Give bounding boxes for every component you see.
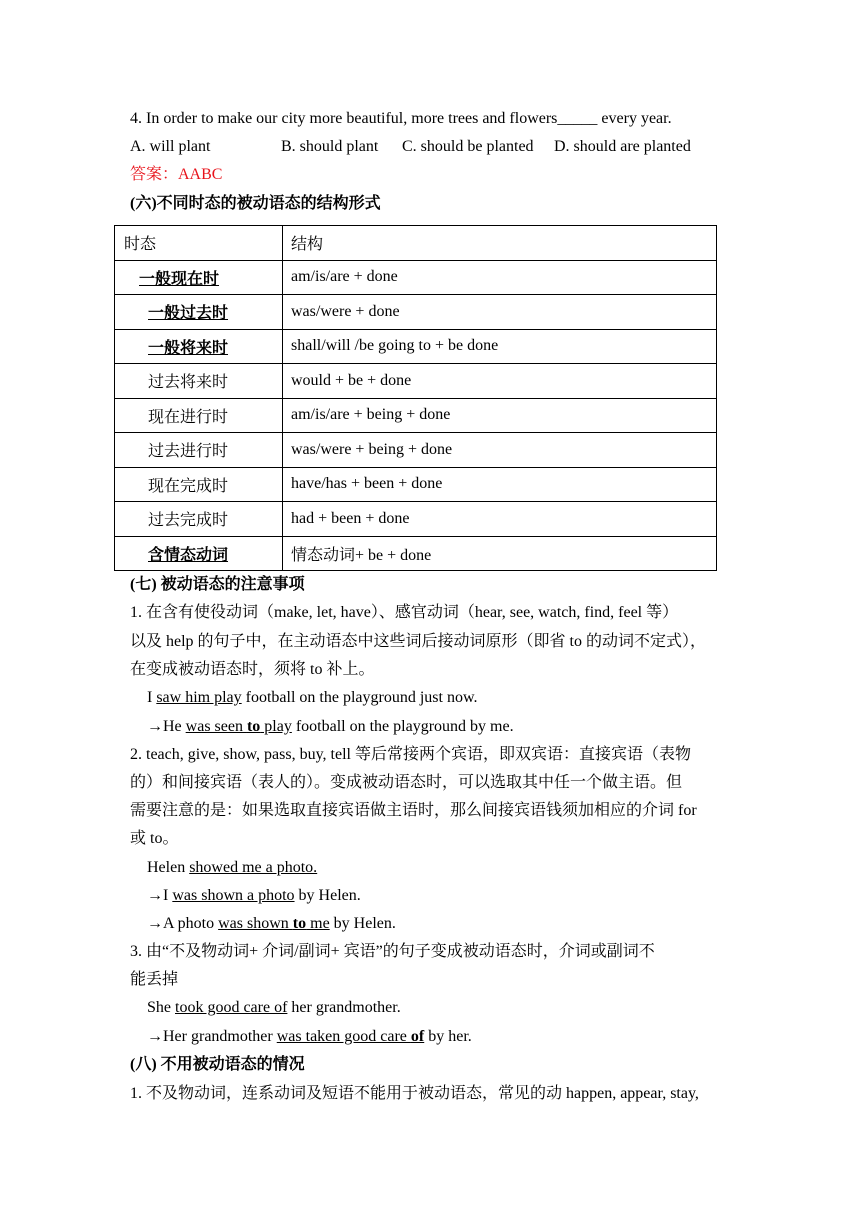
note-3-line: 能丢掉: [130, 971, 179, 988]
tense-name: 过去将来时: [148, 374, 229, 392]
structure-cell: shall/will /be going to + be done: [283, 329, 717, 364]
table-row: [115, 502, 717, 537]
tense-name: 过去完成时: [148, 512, 229, 530]
table-row: [115, 329, 717, 364]
question-4-stem: 4. In order to make our city more beautiful, more trees and flowers_____ every year.: [130, 110, 672, 127]
structure-cell: was/were + done: [283, 295, 717, 330]
table-row: [115, 364, 717, 399]
example-sentence: She took good care of her grandmother.: [147, 999, 401, 1016]
example-sentence: →I was shown a photo by Helen.: [147, 887, 361, 904]
table-row: [115, 260, 717, 295]
structure-cell: am/is/are + being + done: [283, 398, 717, 433]
header-cell-tense: 时态: [115, 226, 283, 261]
structure-cell: am/is/are + done: [283, 260, 717, 295]
note-1-line: 1. 在含有使役动词（make, let, have）、感官动词（hear, see, watch, find, feel 等）: [130, 604, 679, 621]
tense-name: 一般现在时: [139, 270, 220, 288]
tense-name: 现在完成时: [148, 477, 229, 495]
table-row: [115, 467, 717, 502]
table-row: [115, 398, 717, 433]
tense-name: 过去进行时: [148, 443, 229, 461]
table-row: [115, 433, 717, 468]
example-sentence: I saw him play football on the playground just now.: [147, 689, 478, 706]
note-1-line: 在变成被动语态时，须将 to 补上。: [130, 661, 375, 678]
question-4-options: [130, 137, 730, 157]
structure-cell: 情态动词+ be + done: [283, 536, 717, 571]
tense-name: 现在进行时: [148, 408, 229, 426]
note-1-line: 以及 help 的句子中，在主动语态中这些词后接动词原形（即省 to 的动词不定式），: [130, 633, 706, 650]
section-8-line: 1. 不及物动词，连系动词及短语不能用于被动语态，常见的动 happen, appear, stay,: [130, 1085, 699, 1102]
example-sentence: →Her grandmother was taken good care of by her.: [147, 1028, 472, 1045]
example-sentence: →He was seen to play football on the playground by me.: [147, 718, 514, 735]
table-row: [115, 536, 717, 571]
section-7-heading: (七) 被动语态的注意事项: [130, 576, 305, 593]
example-sentence: →A photo was shown to me by Helen.: [147, 915, 396, 932]
option-a: A. will plant: [130, 138, 211, 155]
tense-name: 含情态动词: [148, 546, 229, 564]
section-6-heading: (六)不同时态的被动语态的结构形式: [130, 195, 381, 212]
tense-structure-table: [114, 225, 717, 571]
note-3-line: 3. 由“不及物动词+ 介词/副词+ 宾语”的句子变成被动语态时，介词或副词不: [130, 943, 655, 960]
header-cell-structure: 结构: [283, 226, 717, 261]
table-row: [115, 295, 717, 330]
tense-name: 一般将来时: [148, 339, 229, 357]
example-sentence: Helen showed me a photo.: [147, 859, 318, 876]
section-8-heading: (八) 不用被动语态的情况: [130, 1056, 305, 1073]
structure-cell: had + been + done: [283, 502, 717, 537]
structure-cell: would + be + done: [283, 364, 717, 399]
note-2-line: 2. teach, give, show, pass, buy, tell 等后常接两个宾语，即双宾语：直接宾语（表物: [130, 746, 691, 763]
answer-text: 答案：AABC: [130, 166, 223, 183]
note-2-line: 或 to。: [130, 830, 179, 847]
structure-cell: have/has + been + done: [283, 467, 717, 502]
option-d: D. should are planted: [554, 138, 691, 155]
table-header-row: [115, 226, 717, 261]
option-c: C. should be planted: [402, 138, 534, 155]
structure-cell: was/were + being + done: [283, 433, 717, 468]
note-2-line: 需要注意的是：如果选取直接宾语做主语时，那么间接宾语钱须加相应的介词 for: [130, 802, 697, 819]
tense-name: 一般过去时: [148, 305, 229, 323]
option-b: B. should plant: [281, 138, 379, 155]
note-2-line: 的）和间接宾语（表人的）。变成被动语态时，可以选取其中任一个做主语。但: [130, 774, 683, 791]
